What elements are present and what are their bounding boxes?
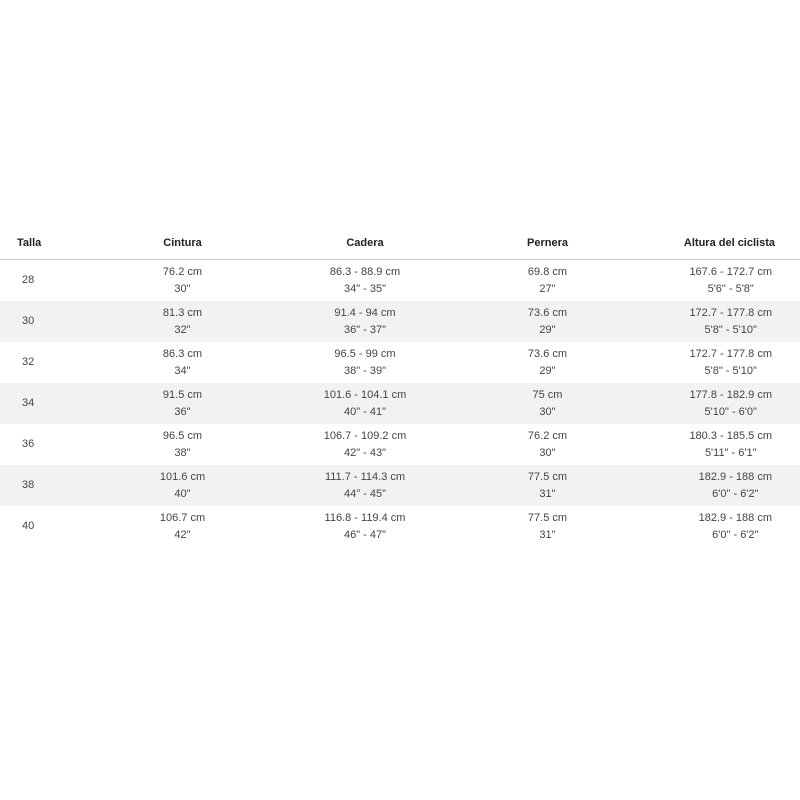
cell-altura-metric: 182.9 - 188 cm (698, 470, 772, 483)
cell-cadera-metric: 111.7 - 114.3 cm (324, 470, 406, 483)
header-pernera: Pernera (440, 226, 655, 260)
cell-altura-imperial: 5'6" - 5'8" (707, 282, 754, 295)
cell-altura-imperial: 5'11" - 6'1" (704, 446, 757, 459)
cell-pernera-metric: 76.2 cm (527, 429, 568, 442)
cell-altura (655, 383, 800, 424)
cell-cintura-imperial: 42" (174, 528, 191, 541)
cell-pernera-values (533, 387, 563, 421)
cell-pernera (440, 465, 655, 506)
cell-talla: 38 (0, 465, 75, 506)
cell-cintura (75, 342, 290, 383)
cell-pernera-values (528, 469, 567, 503)
cell-cintura-metric: 81.3 cm (162, 306, 203, 319)
cell-altura-imperial: 5'10" - 6'0" (704, 405, 757, 418)
cell-cintura-imperial: 34" (174, 364, 191, 377)
cell-altura-metric: 172.7 - 177.8 cm (689, 347, 772, 360)
cell-altura-values (689, 346, 772, 380)
cell-cadera-values (324, 387, 407, 421)
cell-cintura-values (163, 387, 202, 421)
cell-cadera-imperial: 42" - 43" (343, 446, 387, 459)
cell-cadera-imperial: 38" - 39" (343, 364, 387, 377)
cell-cintura (75, 301, 290, 342)
cell-cadera-metric: 86.3 - 88.9 cm (329, 265, 401, 278)
cell-cadera-imperial: 34" - 35" (343, 282, 387, 295)
cell-cadera-imperial: 36" - 37" (343, 323, 387, 336)
cell-cintura (75, 424, 290, 465)
cell-cadera (290, 301, 440, 342)
table-row (0, 383, 800, 424)
size-chart-table (0, 226, 800, 547)
table-row (0, 424, 800, 465)
header-talla: Talla (0, 226, 75, 260)
cell-pernera-metric: 77.5 cm (527, 470, 568, 483)
cell-cintura-metric: 76.2 cm (162, 265, 203, 278)
cell-pernera-imperial: 30" (539, 446, 556, 459)
header-cadera: Cadera (290, 226, 440, 260)
cell-cintura-values (163, 264, 202, 298)
cell-pernera-metric: 69.8 cm (527, 265, 568, 278)
cell-pernera (440, 424, 655, 465)
cell-talla: 34 (0, 383, 75, 424)
cell-cintura-metric: 91.5 cm (162, 388, 203, 401)
cell-altura-imperial: 5'8" - 5'10" (704, 323, 757, 336)
cell-altura (655, 506, 800, 547)
cell-altura-imperial: 6'0" - 6'2" (712, 487, 759, 500)
cell-cintura-imperial: 32" (174, 323, 191, 336)
cell-talla: 30 (0, 301, 75, 342)
cell-pernera-values (528, 346, 567, 380)
cell-altura-values (689, 305, 772, 339)
cell-altura (655, 424, 800, 465)
cell-cadera-imperial: 44" - 45" (343, 487, 387, 500)
cell-altura-values (699, 510, 772, 544)
cell-altura (655, 260, 800, 302)
cell-cintura-values (163, 305, 202, 339)
cell-talla: 36 (22, 438, 35, 450)
cell-cintura-metric: 101.6 cm (159, 470, 206, 483)
table-row (0, 506, 800, 547)
cell-cintura-imperial: 30" (174, 282, 191, 295)
cell-cadera-values (334, 346, 395, 380)
cell-cadera (290, 424, 440, 465)
cell-cadera-metric: 101.6 - 104.1 cm (323, 388, 407, 401)
cell-cintura (75, 506, 290, 547)
table-row (0, 260, 800, 302)
cell-pernera (440, 506, 655, 547)
cell-cintura-values (160, 469, 205, 503)
table-body (0, 260, 800, 548)
cell-cintura-imperial: 36" (174, 405, 191, 418)
table-row (0, 301, 800, 342)
header-cintura: Cintura (75, 226, 290, 260)
cell-pernera-imperial: 29" (539, 364, 556, 377)
cell-pernera-values (528, 305, 567, 339)
cell-pernera (440, 301, 655, 342)
table-row (0, 465, 800, 506)
cell-cintura-imperial: 40" (174, 487, 191, 500)
header-altura: Altura del ciclista (655, 226, 800, 260)
cell-cadera-metric: 106.7 - 109.2 cm (323, 429, 407, 442)
cell-altura-values (689, 387, 772, 421)
cell-pernera-imperial: 29" (539, 323, 556, 336)
header-row (0, 226, 800, 260)
cell-cadera (290, 383, 440, 424)
cell-pernera (440, 260, 655, 302)
cell-cadera-imperial: 46" - 47" (343, 528, 387, 541)
cell-altura (655, 465, 800, 506)
cell-cadera-values (334, 305, 395, 339)
cell-altura-metric: 180.3 - 185.5 cm (689, 429, 772, 442)
cell-pernera-metric: 73.6 cm (527, 306, 568, 319)
cell-altura-values (699, 469, 772, 503)
cell-cintura-metric: 86.3 cm (162, 347, 203, 360)
cell-pernera-values (528, 264, 567, 298)
cell-pernera-values (528, 428, 567, 462)
cell-altura-imperial: 5'8" - 5'10" (704, 364, 757, 377)
cell-altura-imperial: 6'0" - 6'2" (712, 528, 759, 541)
cell-cadera-values (324, 428, 407, 462)
cell-cadera (290, 342, 440, 383)
cell-cintura-values (163, 428, 202, 462)
cell-altura-metric: 172.7 - 177.8 cm (689, 306, 772, 319)
cell-cadera-metric: 116.8 - 119.4 cm (324, 511, 406, 524)
cell-pernera-metric: 77.5 cm (527, 511, 568, 524)
cell-cintura-imperial: 38" (174, 446, 191, 459)
cell-altura-metric: 167.6 - 172.7 cm (689, 265, 772, 278)
cell-talla: 28 (22, 274, 35, 286)
cell-pernera-imperial: 31" (539, 528, 556, 541)
cell-pernera (440, 383, 655, 424)
cell-altura-values (689, 264, 772, 298)
table-row (0, 342, 800, 383)
cell-cadera-metric: 96.5 - 99 cm (334, 347, 396, 360)
cell-pernera-metric: 73.6 cm (527, 347, 568, 360)
cell-cintura-metric: 96.5 cm (162, 429, 203, 442)
cell-cadera-metric: 91.4 - 94 cm (334, 306, 396, 319)
cell-cintura-metric: 106.7 cm (159, 511, 206, 524)
cell-talla: 32 (22, 356, 35, 368)
cell-cadera (290, 465, 440, 506)
cell-cintura (75, 383, 290, 424)
cell-cadera (290, 506, 440, 547)
cell-altura (655, 342, 800, 383)
cell-altura-metric: 177.8 - 182.9 cm (689, 388, 772, 401)
cell-cadera-values (325, 510, 406, 544)
cell-altura-metric: 182.9 - 188 cm (698, 511, 772, 524)
cell-cadera-values (330, 264, 400, 298)
cell-pernera-values (528, 510, 567, 544)
cell-pernera-imperial: 27" (539, 282, 556, 295)
cell-cadera-values (325, 469, 405, 503)
cell-talla: 40 (22, 520, 35, 532)
cell-cintura (75, 260, 290, 302)
cell-cadera (290, 260, 440, 302)
cell-altura (655, 301, 800, 342)
cell-cintura (75, 465, 290, 506)
cell-altura-values (689, 428, 772, 462)
table-header (0, 226, 800, 260)
cell-cadera-imperial: 40" - 41" (343, 405, 387, 418)
cell-pernera-imperial: 31" (539, 487, 556, 500)
cell-pernera-metric: 75 cm (532, 388, 563, 401)
cell-pernera-imperial: 30" (539, 405, 556, 418)
cell-cintura-values (163, 346, 202, 380)
cell-cintura-values (160, 510, 205, 544)
cell-pernera (440, 342, 655, 383)
